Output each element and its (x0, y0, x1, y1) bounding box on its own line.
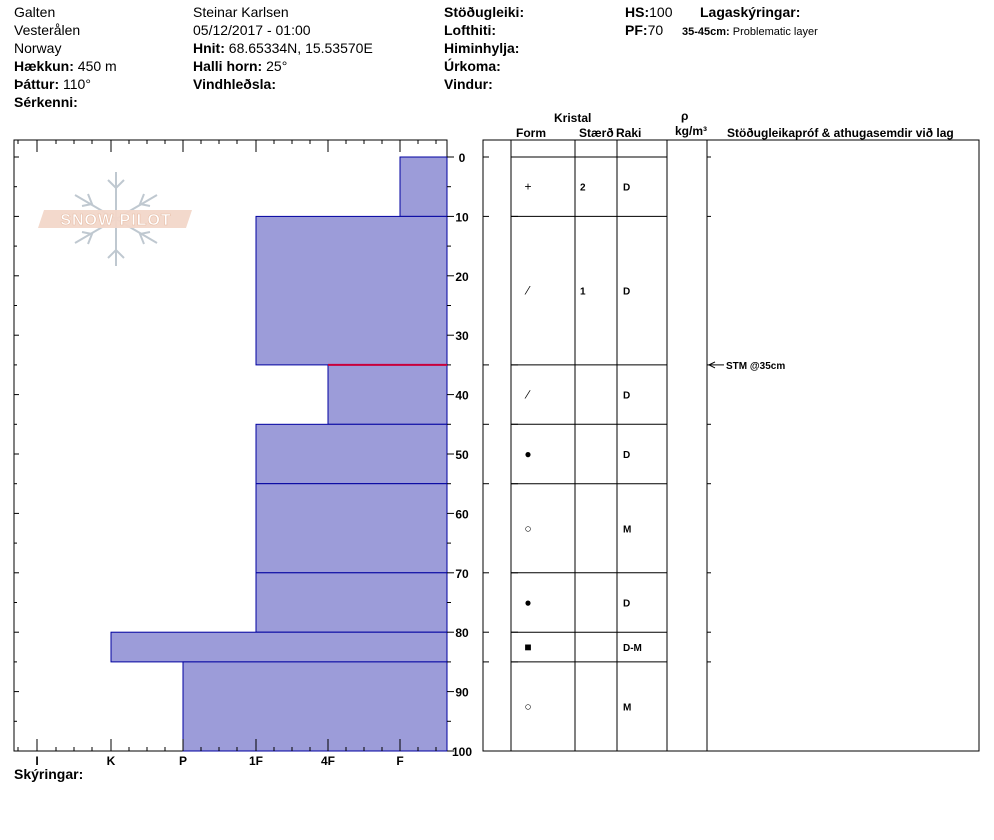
layer-bar-2 (328, 365, 447, 424)
table-frame (483, 140, 979, 751)
stability-label: Stöðugleiki: (444, 4, 525, 20)
layer-size-1: 1 (580, 286, 586, 298)
wind-loading-label: Vindhleðsla: (193, 76, 276, 92)
layer-bar-5 (256, 573, 447, 632)
slope-label: Halli horn: (193, 58, 263, 74)
hardness-label-P: P (178, 754, 188, 768)
layer-moisture-4: M (623, 524, 632, 536)
coords-value: 68.65334N, 15.53570E (228, 40, 373, 56)
layer-bar-0 (400, 157, 447, 216)
sky-label: Himinhylja: (444, 40, 520, 56)
hs-label: HS: (625, 4, 650, 20)
rho-header: ρ (681, 109, 689, 123)
location-name: Galten (14, 4, 56, 20)
moisture-header: Raki (616, 126, 642, 140)
logo-text: SNOW PILOT (60, 212, 172, 229)
wind-label: Vindur: (444, 76, 493, 92)
depth-axis (447, 151, 472, 759)
depth-tick-label-40: 40 (455, 388, 469, 403)
aspect-label: Þáttur: (14, 76, 60, 92)
form-header: Form (516, 126, 546, 140)
layer-moisture-1: D (623, 286, 631, 298)
hardness-layers (111, 157, 447, 751)
layer-form-3: ● (524, 447, 532, 461)
depth-tick-label-10: 10 (455, 210, 469, 225)
slope-value: 25° (266, 58, 288, 74)
layer-form-7: ○ (524, 699, 532, 714)
layer-form-5: ● (524, 595, 532, 610)
hs-value: 100 (649, 4, 673, 20)
air-temp-label: Lofthiti: (444, 22, 497, 38)
depth-tick-label-70: 70 (455, 566, 469, 581)
layer-bar-3 (256, 424, 447, 483)
legend-label: Skýringar: (14, 766, 84, 782)
precip-label: Úrkoma: (444, 58, 501, 74)
elevation-value: 450 m (77, 58, 117, 74)
layer-moisture-0: D (623, 182, 631, 194)
stability-tests (709, 361, 785, 372)
layer-bar-1 (256, 216, 447, 365)
layer-note-text: Problematic layer (732, 26, 818, 38)
coords-label: Hnit: (193, 40, 225, 56)
crystal-header: Kristal (554, 111, 592, 125)
tests-header: Stöðugleikapróf & athugasemdir við lag (727, 126, 954, 140)
observer-name: Steinar Karlsen (193, 4, 289, 20)
observation-datetime: 05/12/2017 - 01:00 (193, 22, 311, 38)
layer-moisture-2: D (623, 390, 631, 402)
hardness-label-F: F (396, 754, 404, 768)
depth-tick-label-90: 90 (455, 685, 469, 700)
features-label: Sérkenni: (14, 94, 78, 110)
layer-note-range: 35-45cm: (682, 26, 730, 38)
layer-form-2: ∕ (526, 387, 530, 402)
elevation-label: Hækkun: (14, 58, 74, 74)
layer-moisture-6: D-M (623, 643, 642, 655)
depth-tick-label-60: 60 (455, 507, 469, 522)
layer-form-6: ■ (524, 640, 532, 655)
hardness-label-I: I (35, 754, 39, 768)
layer-bar-7 (183, 662, 447, 751)
depth-tick-label-50: 50 (455, 448, 469, 462)
hardness-label-K: K (106, 754, 116, 768)
snowpilot-logo (38, 172, 192, 266)
depth-tick-label-30: 30 (455, 329, 469, 344)
layer-moisture-5: D (623, 598, 631, 610)
depth-tick-label-0: 0 (458, 151, 466, 165)
layer-bar-4 (256, 484, 447, 573)
country-name: Norway (14, 40, 62, 56)
layer-form-4: ○ (524, 521, 532, 536)
pf-value: 70 (647, 22, 664, 38)
depth-tick-label-80: 80 (455, 626, 469, 641)
test-label-0: STM @35cm (726, 360, 786, 372)
density-unit-header: kg/m³ (675, 124, 708, 138)
hardness-label-4F: 4F (320, 754, 336, 768)
layer-form-0: + (524, 179, 532, 194)
depth-tick-label-20: 20 (455, 269, 469, 284)
layer-moisture-7: M (623, 702, 632, 714)
region-name: Vesterålen (14, 22, 81, 38)
layer-moisture-3: D (623, 450, 631, 461)
layer-form-1: ⁄ (526, 283, 530, 298)
hardness-label-1F: 1F (248, 754, 264, 768)
pf-label: PF: (625, 22, 648, 38)
layer-bar-6 (111, 632, 447, 662)
depth-tick-label-100: 100 (451, 745, 473, 759)
layer-notes-label: Lagaskýringar: (700, 4, 801, 20)
aspect-value: 110° (63, 76, 91, 92)
layer-size-0: 2 (580, 182, 586, 194)
size-header: Stærð (579, 126, 614, 140)
crystal-table (483, 140, 979, 751)
